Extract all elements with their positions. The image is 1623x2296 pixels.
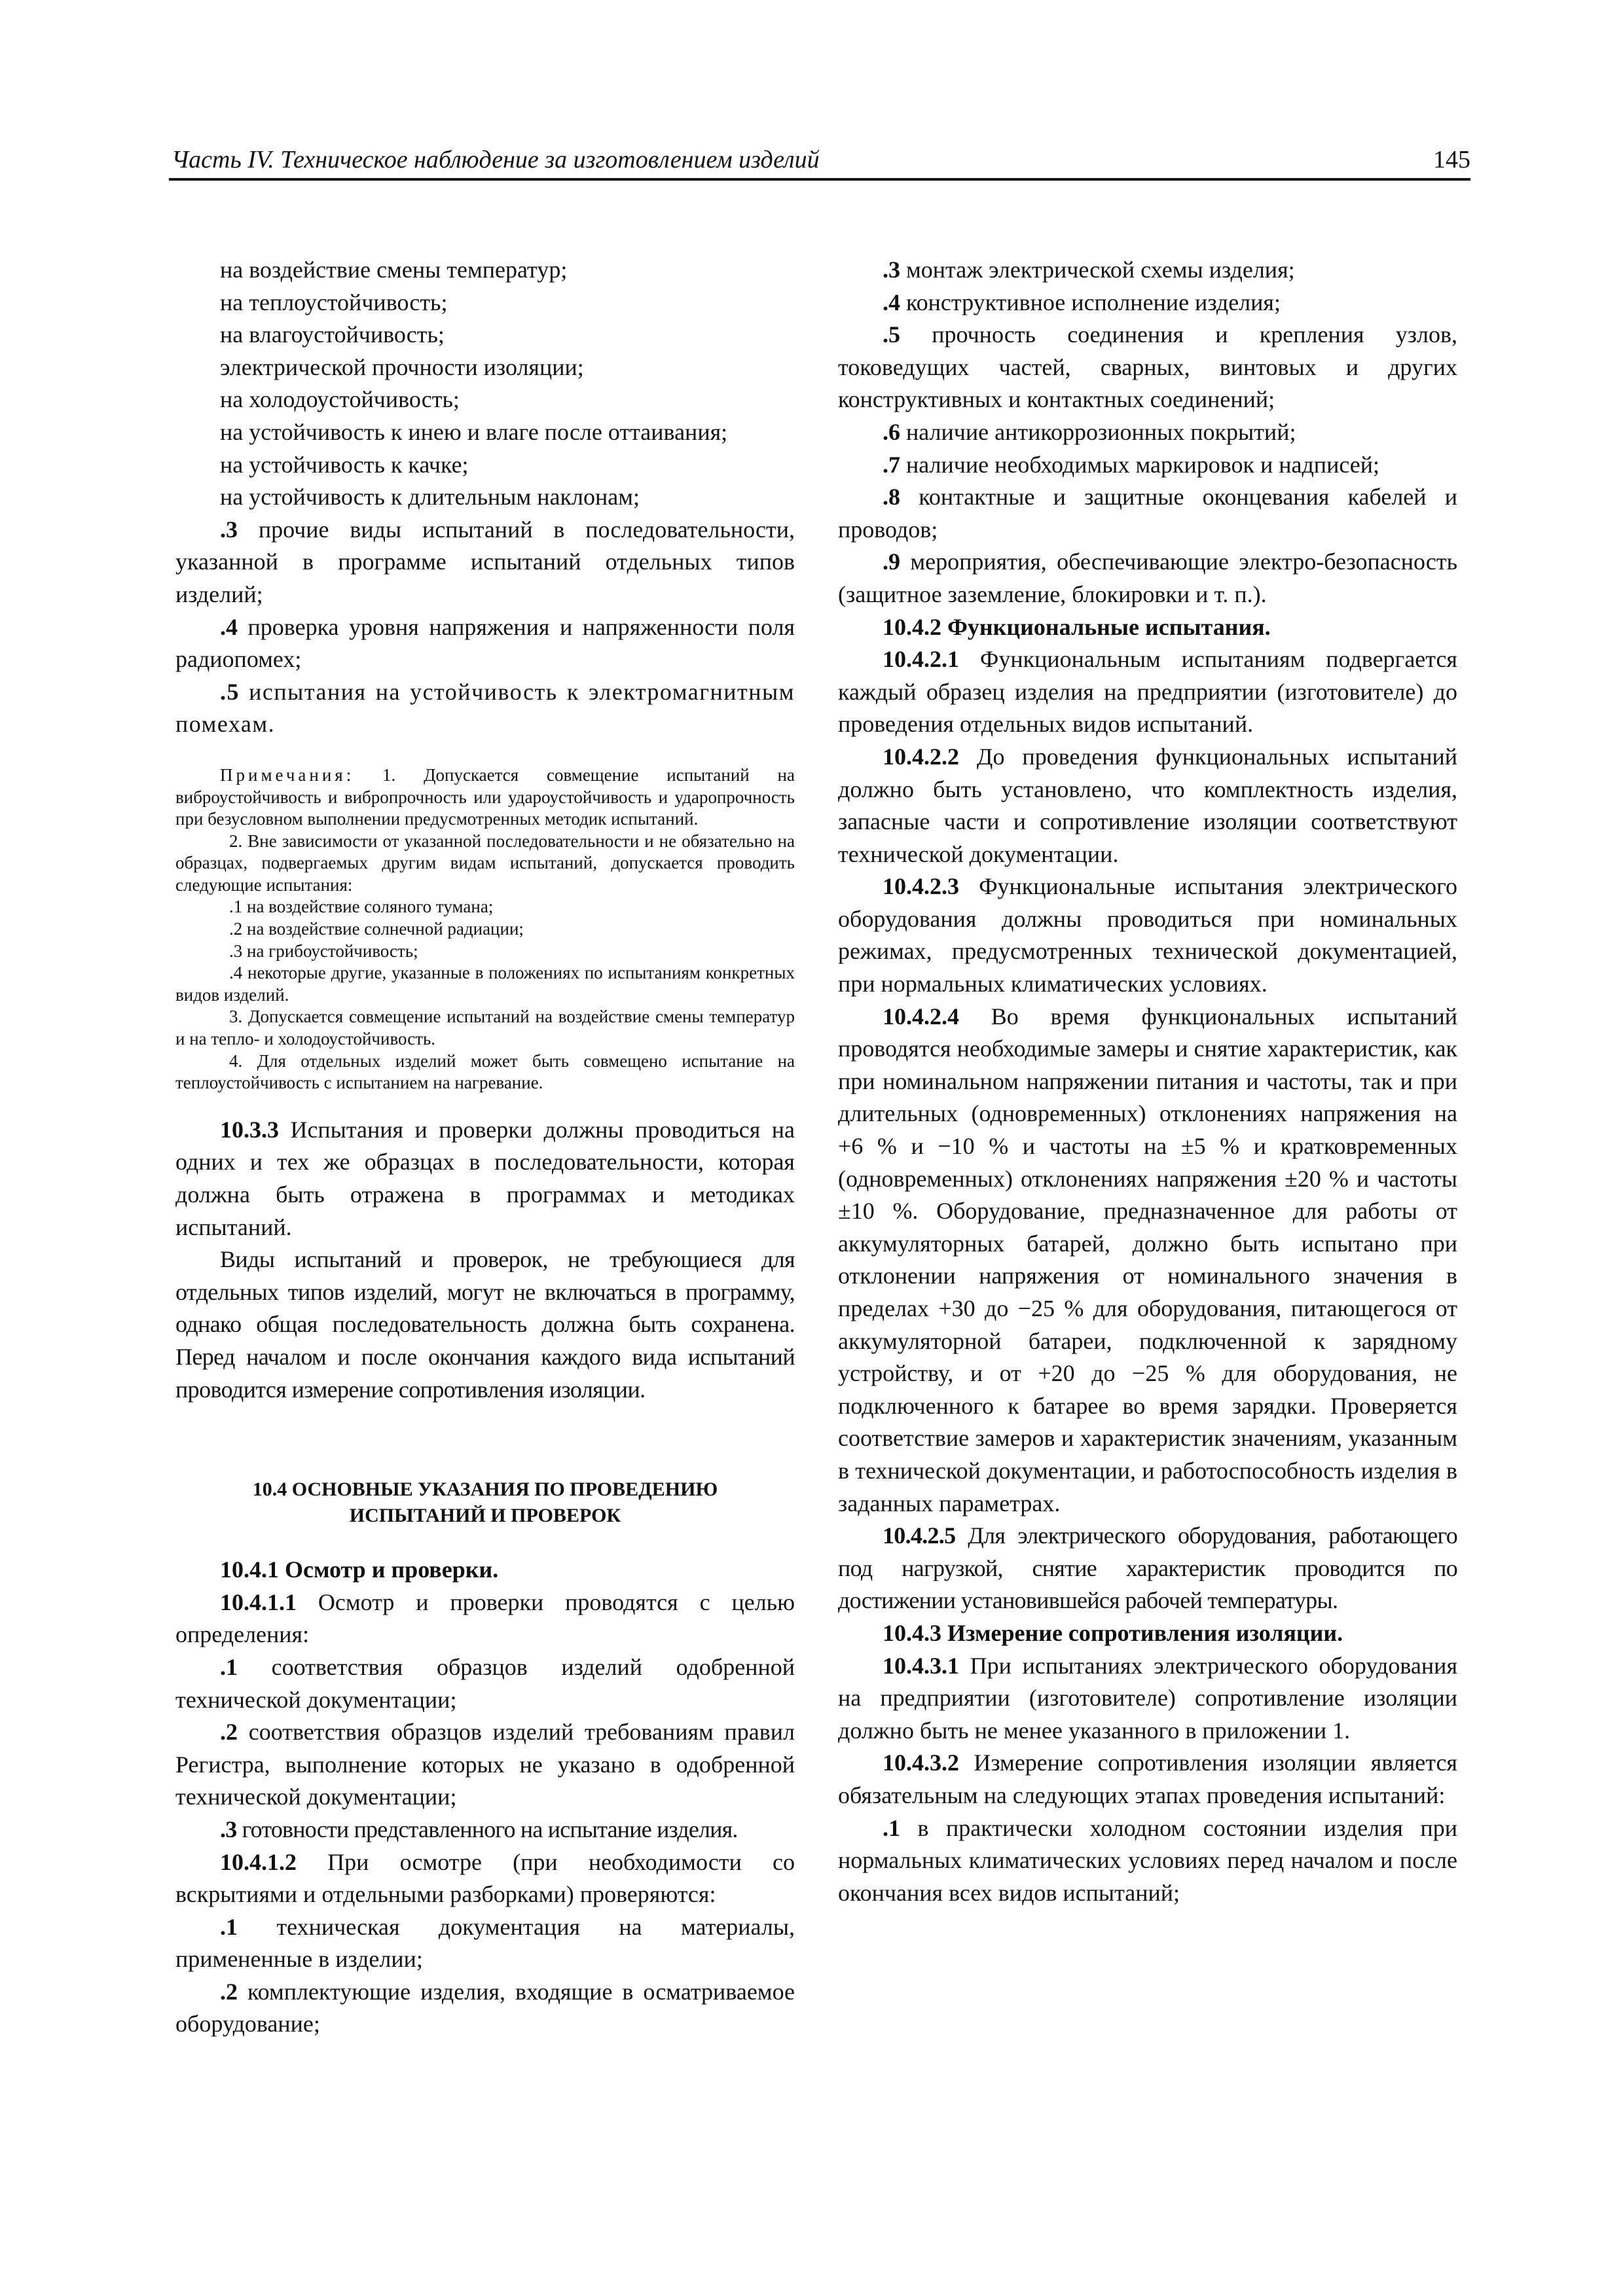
- item-number: .2: [220, 1719, 238, 1746]
- note-2-item: .2 на воздействие солнечной радиации;: [229, 919, 524, 939]
- paragraph-10-4-1-2: [175, 1846, 795, 1911]
- paragraph-item-4c: [838, 287, 1457, 319]
- item-text: техническая документация на материалы, примененные в изделии;: [175, 1913, 795, 1973]
- note-2-item: .3 на грибоустойчивость;: [229, 941, 418, 961]
- clause-number: 10.4.2.4: [883, 1003, 959, 1030]
- item-text: соответствия образцов изделий одобренной технической документации;: [175, 1653, 795, 1713]
- page-number: 145: [1433, 146, 1470, 173]
- list-item: на устойчивость к инею и влаге после оттаивания;: [220, 418, 728, 445]
- note-3: 3. Допускается совмещение испытаний на воздействие смены температур и на тепло- и холодоустойчивость.: [175, 1007, 795, 1049]
- paragraph-item-3c: [838, 254, 1457, 287]
- paragraph-10-4-2-3: [838, 870, 1457, 1000]
- item-text: контактные и защитные оконцевания кабелей и проводов;: [838, 484, 1457, 543]
- note-1: [175, 764, 795, 831]
- paragraph-item-2b: [175, 1976, 795, 2041]
- item-number: .6: [883, 418, 900, 445]
- paragraph-item-3b: [175, 1814, 795, 1846]
- list-item: на воздействие смены температур;: [220, 257, 568, 283]
- clause-number: 10.3.3: [220, 1116, 279, 1143]
- item-number: .5: [220, 678, 240, 705]
- list-item: на холодоустойчивость;: [220, 386, 460, 413]
- clause-text: Функциональным испытаниям подвергается каждый образец изделия на предприятии (изготовителе) до проведения отдельных видов испытаний.: [838, 646, 1457, 738]
- list-item: электрической прочности изоляции;: [220, 353, 584, 380]
- paragraph-10-4-2-5: [838, 1520, 1457, 1617]
- heading-10-4-1: 10.4.1 Осмотр и проверки.: [220, 1556, 499, 1583]
- clause-text: При осмотре (при необходимости со вскрытиями и отдельными разборками) проверяются:: [175, 1848, 795, 1908]
- paragraph-item-9c: [838, 546, 1457, 611]
- notes-block: [175, 764, 795, 1094]
- item-text: прочие виды испытаний в последовательности, указанной в программе испытаний отдельных типов изделий;: [175, 516, 795, 607]
- left-column: [175, 254, 795, 2041]
- running-header: [169, 145, 1470, 179]
- item-text: проверка уровня напряжения и напряженности поля радиопомех;: [175, 613, 795, 673]
- item-text: конструктивное исполнение изделия;: [900, 289, 1281, 315]
- item-text: монтаж электрической схемы изделия;: [900, 257, 1295, 283]
- clause-text: При испытаниях электрического оборудования на предприятии (изготовителе) сопротивление изоляции должно быть не менее указанного в приложении 1.: [838, 1652, 1457, 1744]
- paragraph-10-4-2-4: [838, 1001, 1457, 1520]
- item-number: .1: [220, 1653, 238, 1680]
- paragraph-item-7c: [838, 449, 1457, 482]
- note-2: 2. Вне зависимости от указанной последовательности и не обязательно на образцах, подвергаемых другим видам испытаний, допускается проводить следующие испытания:: [175, 831, 795, 895]
- list-item: на теплоустойчивость;: [220, 289, 448, 315]
- paragraph-item-3: [175, 514, 795, 611]
- paragraph-item-5c: [838, 319, 1457, 416]
- clause-number: 10.4.1.2: [220, 1848, 297, 1875]
- clause-number: 10.4.2.2: [883, 743, 959, 770]
- paragraph-test-types: Виды испытаний и проверок, не требующиеся для отдельных типов изделий, могут не включаться в программу, однако общая последовательность должна быть сохранена. Перед началом и после окончания каждого вида испытаний проводится измерение сопротивления изоляции.: [175, 1246, 795, 1403]
- item-number: .9: [883, 548, 900, 575]
- item-text: мероприятия, обеспечивающие электро-безопасность (защитное заземление, блокировки и т. п.).: [838, 548, 1457, 607]
- clause-text: До проведения функциональных испытаний должно быть установлено, что комплектность изделия, запасные части и сопротивление изоляции соответствуют технической документации.: [838, 743, 1457, 867]
- note-2-item: .1 на воздействие соляного тумана;: [229, 897, 494, 917]
- paragraph-item-1: [175, 1651, 795, 1716]
- heading-10-4-2: 10.4.2 Функциональные испытания.: [883, 613, 1271, 640]
- paragraph-item-8c: [838, 481, 1457, 546]
- item-number: .4: [883, 289, 900, 315]
- paragraph-item-4: [175, 611, 795, 676]
- section-heading-line: ИСПЫТАНИЙ И ПРОВЕРОК: [349, 1505, 621, 1527]
- item-text: прочность соединения и крепления узлов, токоведущих частей, сварных, винтовых и других конструктивных и контактных соединений;: [838, 321, 1457, 413]
- paragraph-10-4-1-1: [175, 1587, 795, 1651]
- clause-text: Во время функциональных испытаний проводятся необходимые замеры и снятие характеристик, как при номинальном напряжении питания и частоты, так и при длительных (одновременных) отклонениях напряжения на +6 % и −10 % и частоты на ±5 % и кратковременных (одновременных) отклонениях напряжения ±20 % и частоты ±10 %. Оборудование, предназначенное для работы от аккумуляторных батарей, должно быть испытано при отклонении напряжения от номинального значения в пределах +30 до −25 % для оборудования, питающегося от аккумуляторной батареи, подключенной к зарядному устройству, и от +20 до −25 % для оборудования, не подключенного к батарее во время зарядки. Проверяется соответствие замеров и характеристик значениям, указанным в технической документации, и работоспособность изделия в заданных параметрах.: [838, 1003, 1457, 1516]
- item-number: .7: [883, 451, 900, 478]
- paragraph-item-5: [175, 676, 795, 741]
- list-item: на устойчивость к длительным наклонам;: [220, 484, 640, 511]
- clause-number: 10.4.3.1: [883, 1652, 959, 1679]
- item-text: комплектующие изделия, входящие в осматриваемое оборудование;: [175, 1978, 795, 2037]
- clause-number: 10.4.2.5: [883, 1522, 956, 1549]
- running-title: Часть IV. Техническое наблюдение за изготовлением изделий: [172, 146, 820, 173]
- item-number: .1: [220, 1913, 238, 1940]
- item-text: наличие антикоррозионных покрытий;: [900, 418, 1296, 445]
- list-item: на влагоустойчивость;: [220, 321, 445, 348]
- note-2-item-4: .4 некоторые другие, указанные в положениях по испытаниям конкретных видов изделий.: [175, 963, 795, 1005]
- item-number: .8: [883, 484, 900, 511]
- paragraph-item-6c: [838, 416, 1457, 449]
- paragraph-10-4-3-1: [838, 1650, 1457, 1748]
- item-number: .1: [883, 1814, 900, 1841]
- section-heading-line: 10.4 ОСНОВНЫЕ УКАЗАНИЯ ПО ПРОВЕДЕНИЮ: [252, 1479, 718, 1501]
- heading-10-4-3: 10.4.3 Измерение сопротивления изоляции.: [883, 1619, 1343, 1646]
- paragraph-item-1d: [838, 1812, 1457, 1910]
- right-column: [838, 254, 1457, 1909]
- header-rule: [169, 178, 1470, 181]
- item-number: .3: [883, 257, 900, 283]
- list-item: на устойчивость к качке;: [220, 451, 469, 478]
- note-text: 1. Допускается совмещение испытаний на виброустойчивость и вибропрочность или удароустойчивость и ударопрочность при безусловном выполнении предусмотренных методик испытаний.: [175, 764, 795, 829]
- item-text: испытания на устойчивость к электромагнитным помехам.: [175, 678, 795, 738]
- item-text: в практически холодном состоянии изделия при нормальных климатических условиях перед началом и после окончания всех видов испытаний;: [838, 1814, 1457, 1906]
- clause-text: Для электрического оборудования, работающего под нагрузкой, снятие характеристик проводится по достижении установившейся рабочей температуры.: [838, 1522, 1457, 1614]
- clause-text: Функциональные испытания электрического оборудования должны проводиться при номинальных режимах, предусмотренных технической документацией, при нормальных климатических условиях.: [838, 873, 1457, 997]
- clause-text: Измерение сопротивления изоляции является обязательным на следующих этапах проведения испытаний:: [838, 1749, 1457, 1808]
- item-text: наличие необходимых маркировок и надписей;: [900, 451, 1380, 478]
- paragraph-10-4-2-2: [838, 741, 1457, 870]
- item-text: готовности представленного на испытание изделия.: [236, 1816, 738, 1842]
- paragraph-item-2: [175, 1716, 795, 1814]
- paragraph-10-4-2-1: [838, 643, 1457, 741]
- item-number: .2: [220, 1978, 238, 2005]
- clause-number: 10.4.3.2: [883, 1749, 959, 1776]
- item-number: .4: [220, 613, 238, 640]
- paragraph-10-3-3: [175, 1114, 795, 1244]
- paragraph-10-4-3-2: [838, 1747, 1457, 1812]
- item-number: .3: [220, 1816, 237, 1842]
- clause-number: 10.4.2.3: [883, 873, 959, 900]
- item-number: .3: [220, 516, 238, 543]
- clause-number: 10.4.1.1: [220, 1588, 297, 1615]
- section-heading-10-4: [175, 1477, 795, 1529]
- item-text: соответствия образцов изделий требованиям правил Регистра, выполнение которых не указано в одобренной технической документации;: [175, 1719, 795, 1810]
- clause-text: Испытания и проверки должны проводиться на одних и тех же образцах в последовательности, которая должна быть отражена в программах и методиках испытаний.: [175, 1116, 795, 1240]
- paragraph-item-1b: [175, 1911, 795, 1976]
- clause-number: 10.4.2.1: [883, 646, 959, 673]
- clause-text: Осмотр и проверки проводятся с целью определения:: [175, 1588, 795, 1648]
- item-number: .5: [883, 321, 900, 348]
- note-4: 4. Для отдельных изделий может быть совмещено испытание на теплоустойчивость с испытанием на нагревание.: [175, 1050, 795, 1093]
- notes-label: Примечания:: [220, 764, 355, 785]
